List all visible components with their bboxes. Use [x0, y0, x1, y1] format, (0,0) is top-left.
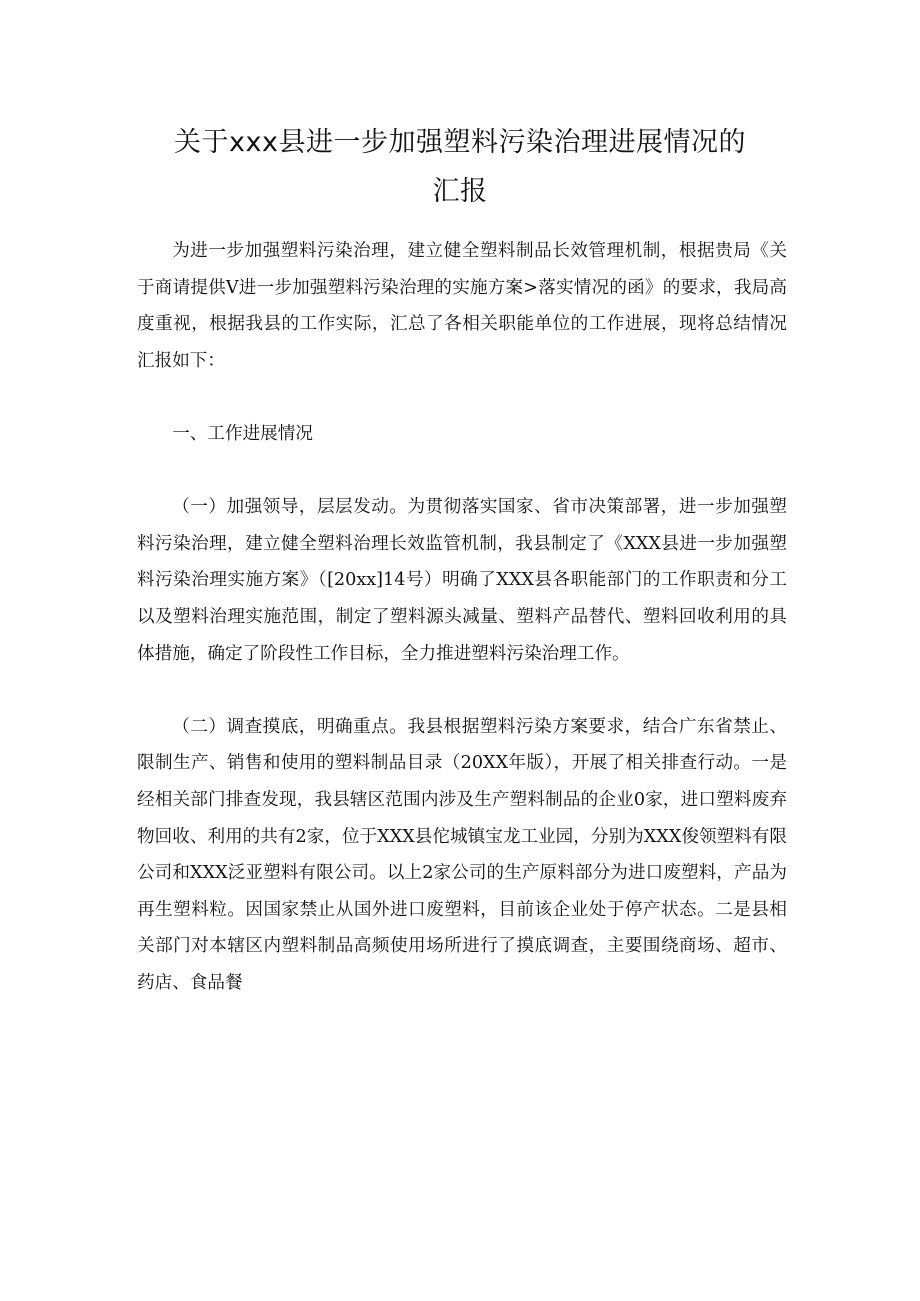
document-body — [137, 233, 787, 1001]
paragraph-investigation: （二）调查摸底，明确重点。我县根据塑料污染方案要求，结合广东省禁止、限制生产、销售和使用的塑料制品目录（20XX年版），开展了相关排查行动。一是经相关部门排查发现，我县辖区范围内涉及生产塑料制品的企业0家，进口塑料废弃物回收、利用的共有2家，位于XXX县佗城镇宝龙工业园，分别为XXX俊领塑料有限公司和XXX泛亚塑料有限公司。以上2家公司的生产原料部分为进口废塑料，产品为再生塑料粒。因国家禁止从国外进口废塑料，目前该企业处于停产状态。二是县相关部门对本辖区内塑料制品高频使用场所进行了摸底调查，主要围绕商场、超市、药店、食品餐 — [137, 716, 787, 993]
document-title-line-1: 关于xxx县进一步加强塑料污染治理进展情况的 — [174, 127, 746, 158]
paragraph-leadership: （一）加强领导，层层发动。为贯彻落实国家、省市决策部署，进一步加强塑料污染治理，建立健全塑料治理长效监管机制，我县制定了《XXX县进一步加强塑料污染治理实施方案》（[20xx]14号）明确了XXX县各职能部门的工作职责和分工以及塑料治理实施范围，制定了塑料源头减量、塑料产品替代、塑料回收利用的具体措施，确定了阶段性工作目标，全力推进塑料污染治理工作。 — [137, 497, 787, 664]
section-heading: 一、工作进展情况 — [172, 423, 313, 444]
document-title-line-2: 汇报 — [432, 176, 488, 207]
intro-paragraph: 为进一步加强塑料污染治理，建立健全塑料制品长效管理机制，根据贵局《关于商请提供V进一步加强塑料污染治理的实施方案>落实情况的函》的要求，我局高度重视，根据我县的工作实际，汇总了各相关职能单位的工作进展，现将总结情况汇报如下： — [137, 241, 787, 371]
